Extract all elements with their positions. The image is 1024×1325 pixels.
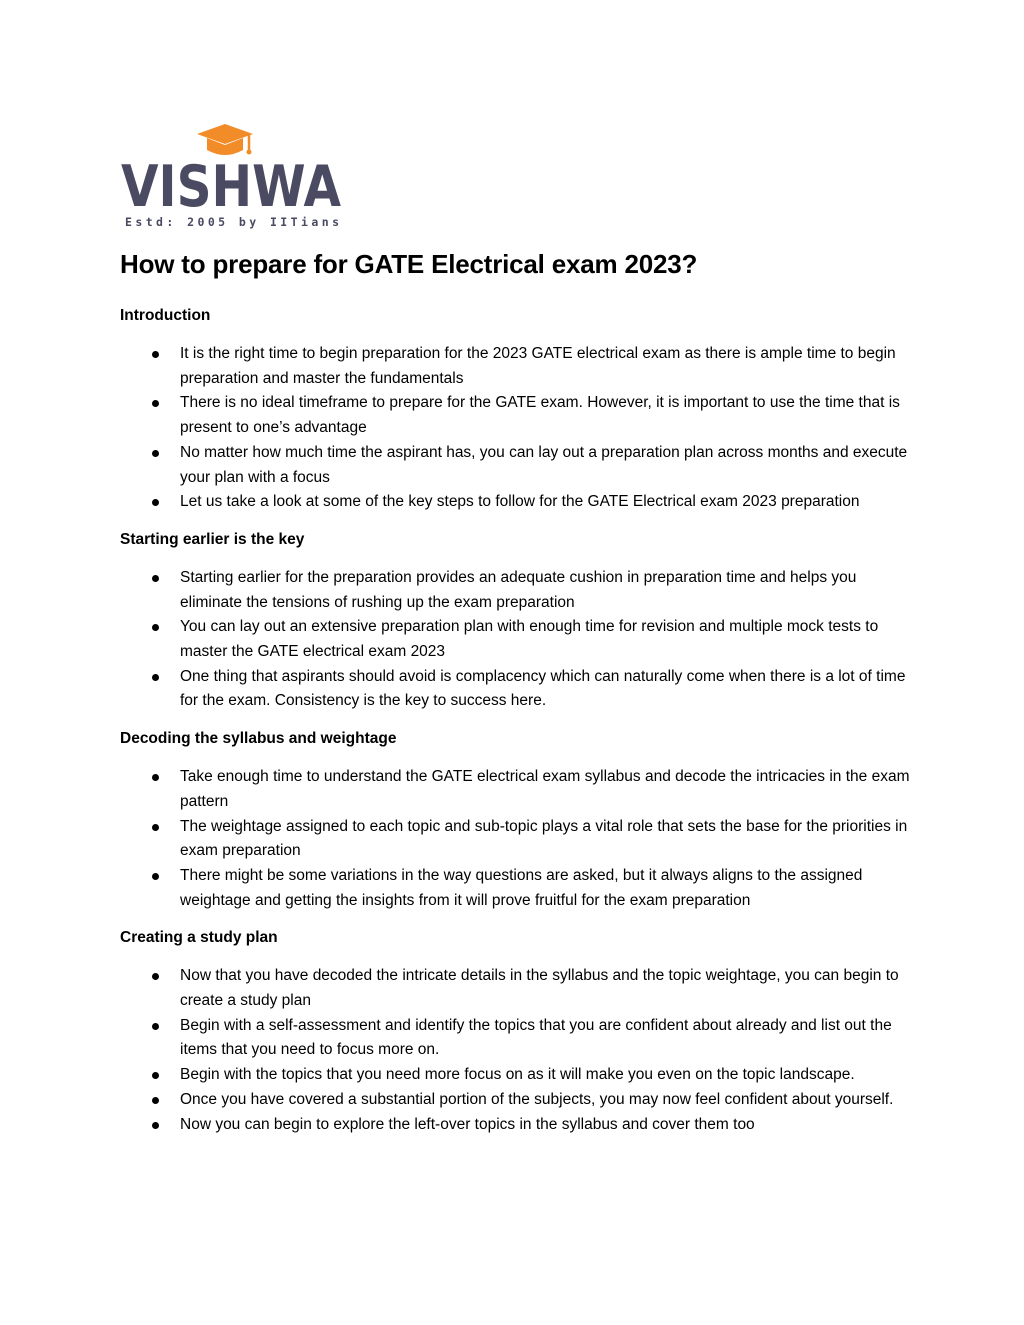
logo-tagline: Estd: 2005 by IITians	[125, 215, 339, 229]
section-starting-earlier	[120, 528, 910, 714]
list-item	[120, 490, 910, 515]
bullet-icon	[152, 973, 159, 980]
bullet-icon	[152, 824, 159, 831]
bullet-list	[120, 765, 910, 913]
document-body	[120, 244, 910, 1150]
bullet-icon	[152, 1072, 159, 1079]
bullet-icon	[152, 624, 159, 631]
list-item-text: One thing that aspirants should avoid is complacency which can naturally come when there is a lot of time for the exam. Consistency is the key to success here.	[180, 667, 906, 710]
list-item-text: Starting earlier for the preparation provides an adequate cushion in preparation time and helps you eliminate the tensions of rushing up the exam preparation	[180, 568, 857, 611]
list-item-text: You can lay out an extensive preparation plan with enough time for revision and multiple mock tests to master the GATE electrical exam 2023	[180, 618, 879, 661]
list-item-text: Begin with the topics that you need more focus on as it will make you even on the topic landscape.	[180, 1066, 855, 1084]
list-item	[120, 765, 910, 814]
bullet-icon	[152, 774, 159, 781]
list-item	[120, 391, 910, 440]
bullet-list	[120, 964, 910, 1137]
list-item-text: Let us take a look at some of the key steps to follow for the GATE Electrical exam 2023 preparation	[180, 493, 860, 511]
bullet-icon	[152, 674, 159, 681]
bullet-icon	[152, 1023, 159, 1030]
section-study-plan	[120, 926, 910, 1137]
list-item	[120, 1088, 910, 1113]
list-item	[120, 864, 910, 913]
page-title: How to prepare for GATE Electrical exam 2023?	[120, 249, 698, 279]
bullet-icon	[152, 450, 159, 457]
section-decoding-syllabus	[120, 727, 910, 913]
bullet-list	[120, 342, 910, 515]
section-heading: Starting earlier is the key	[120, 530, 305, 548]
list-item	[120, 1113, 910, 1138]
bullet-icon	[152, 1097, 159, 1104]
vishwa-logo	[121, 120, 343, 232]
list-item-text: There might be some variations in the way questions are asked, but it always aligns to the assigned weightage and getting the insights from it will prove fruitful for the exam preparation	[180, 866, 863, 909]
graduation-cap-icon	[197, 124, 253, 155]
section-heading: Introduction	[120, 307, 211, 324]
list-item	[120, 1014, 910, 1063]
section-heading: Decoding the syllabus and weightage	[120, 730, 397, 748]
logo-wordmark: VISHWA	[121, 154, 341, 220]
list-item-text: It is the right time to begin preparation for the 2023 GATE electrical exam as there is ample time to begin preparation and master the fundamentals	[180, 345, 896, 387]
list-item	[120, 566, 910, 615]
bullet-icon	[152, 1122, 159, 1129]
list-item-text: Begin with a self-assessment and identify the topics that you are confident about already and list out the items that you need to focus more on.	[180, 1016, 892, 1059]
list-item	[120, 964, 910, 1013]
list-item-text: No matter how much time the aspirant has, you can lay out a preparation plan across months and execute your plan with a focus	[180, 443, 908, 486]
list-item-text: Once you have covered a substantial portion of the subjects, you may now feel confident about yourself.	[180, 1090, 894, 1108]
list-item	[120, 342, 910, 391]
bullet-icon	[152, 400, 159, 407]
list-item	[120, 441, 910, 490]
list-item	[120, 615, 910, 664]
bullet-icon	[152, 575, 159, 582]
section-introduction	[120, 304, 910, 515]
list-item	[120, 665, 910, 714]
section-heading: Creating a study plan	[120, 929, 278, 947]
bullet-list	[120, 566, 910, 714]
list-item-text: There is no ideal timeframe to prepare for the GATE exam. However, it is important to use the time that is present to one’s advantage	[180, 394, 900, 437]
bullet-icon	[152, 499, 159, 506]
list-item	[120, 1063, 910, 1088]
bullet-icon	[152, 351, 159, 358]
list-item-text: Take enough time to understand the GATE electrical exam syllabus and decode the intricacies in the exam pattern	[180, 768, 910, 810]
list-item-text: The weightage assigned to each topic and sub-topic plays a vital role that sets the base for the priorities in exam preparation	[180, 817, 908, 860]
list-item-text: Now you can begin to explore the left-over topics in the syllabus and cover them too	[180, 1115, 755, 1133]
list-item	[120, 815, 910, 864]
bullet-icon	[152, 873, 159, 880]
list-item-text: Now that you have decoded the intricate details in the syllabus and the topic weightage, you can begin to create a study plan	[180, 967, 899, 1010]
